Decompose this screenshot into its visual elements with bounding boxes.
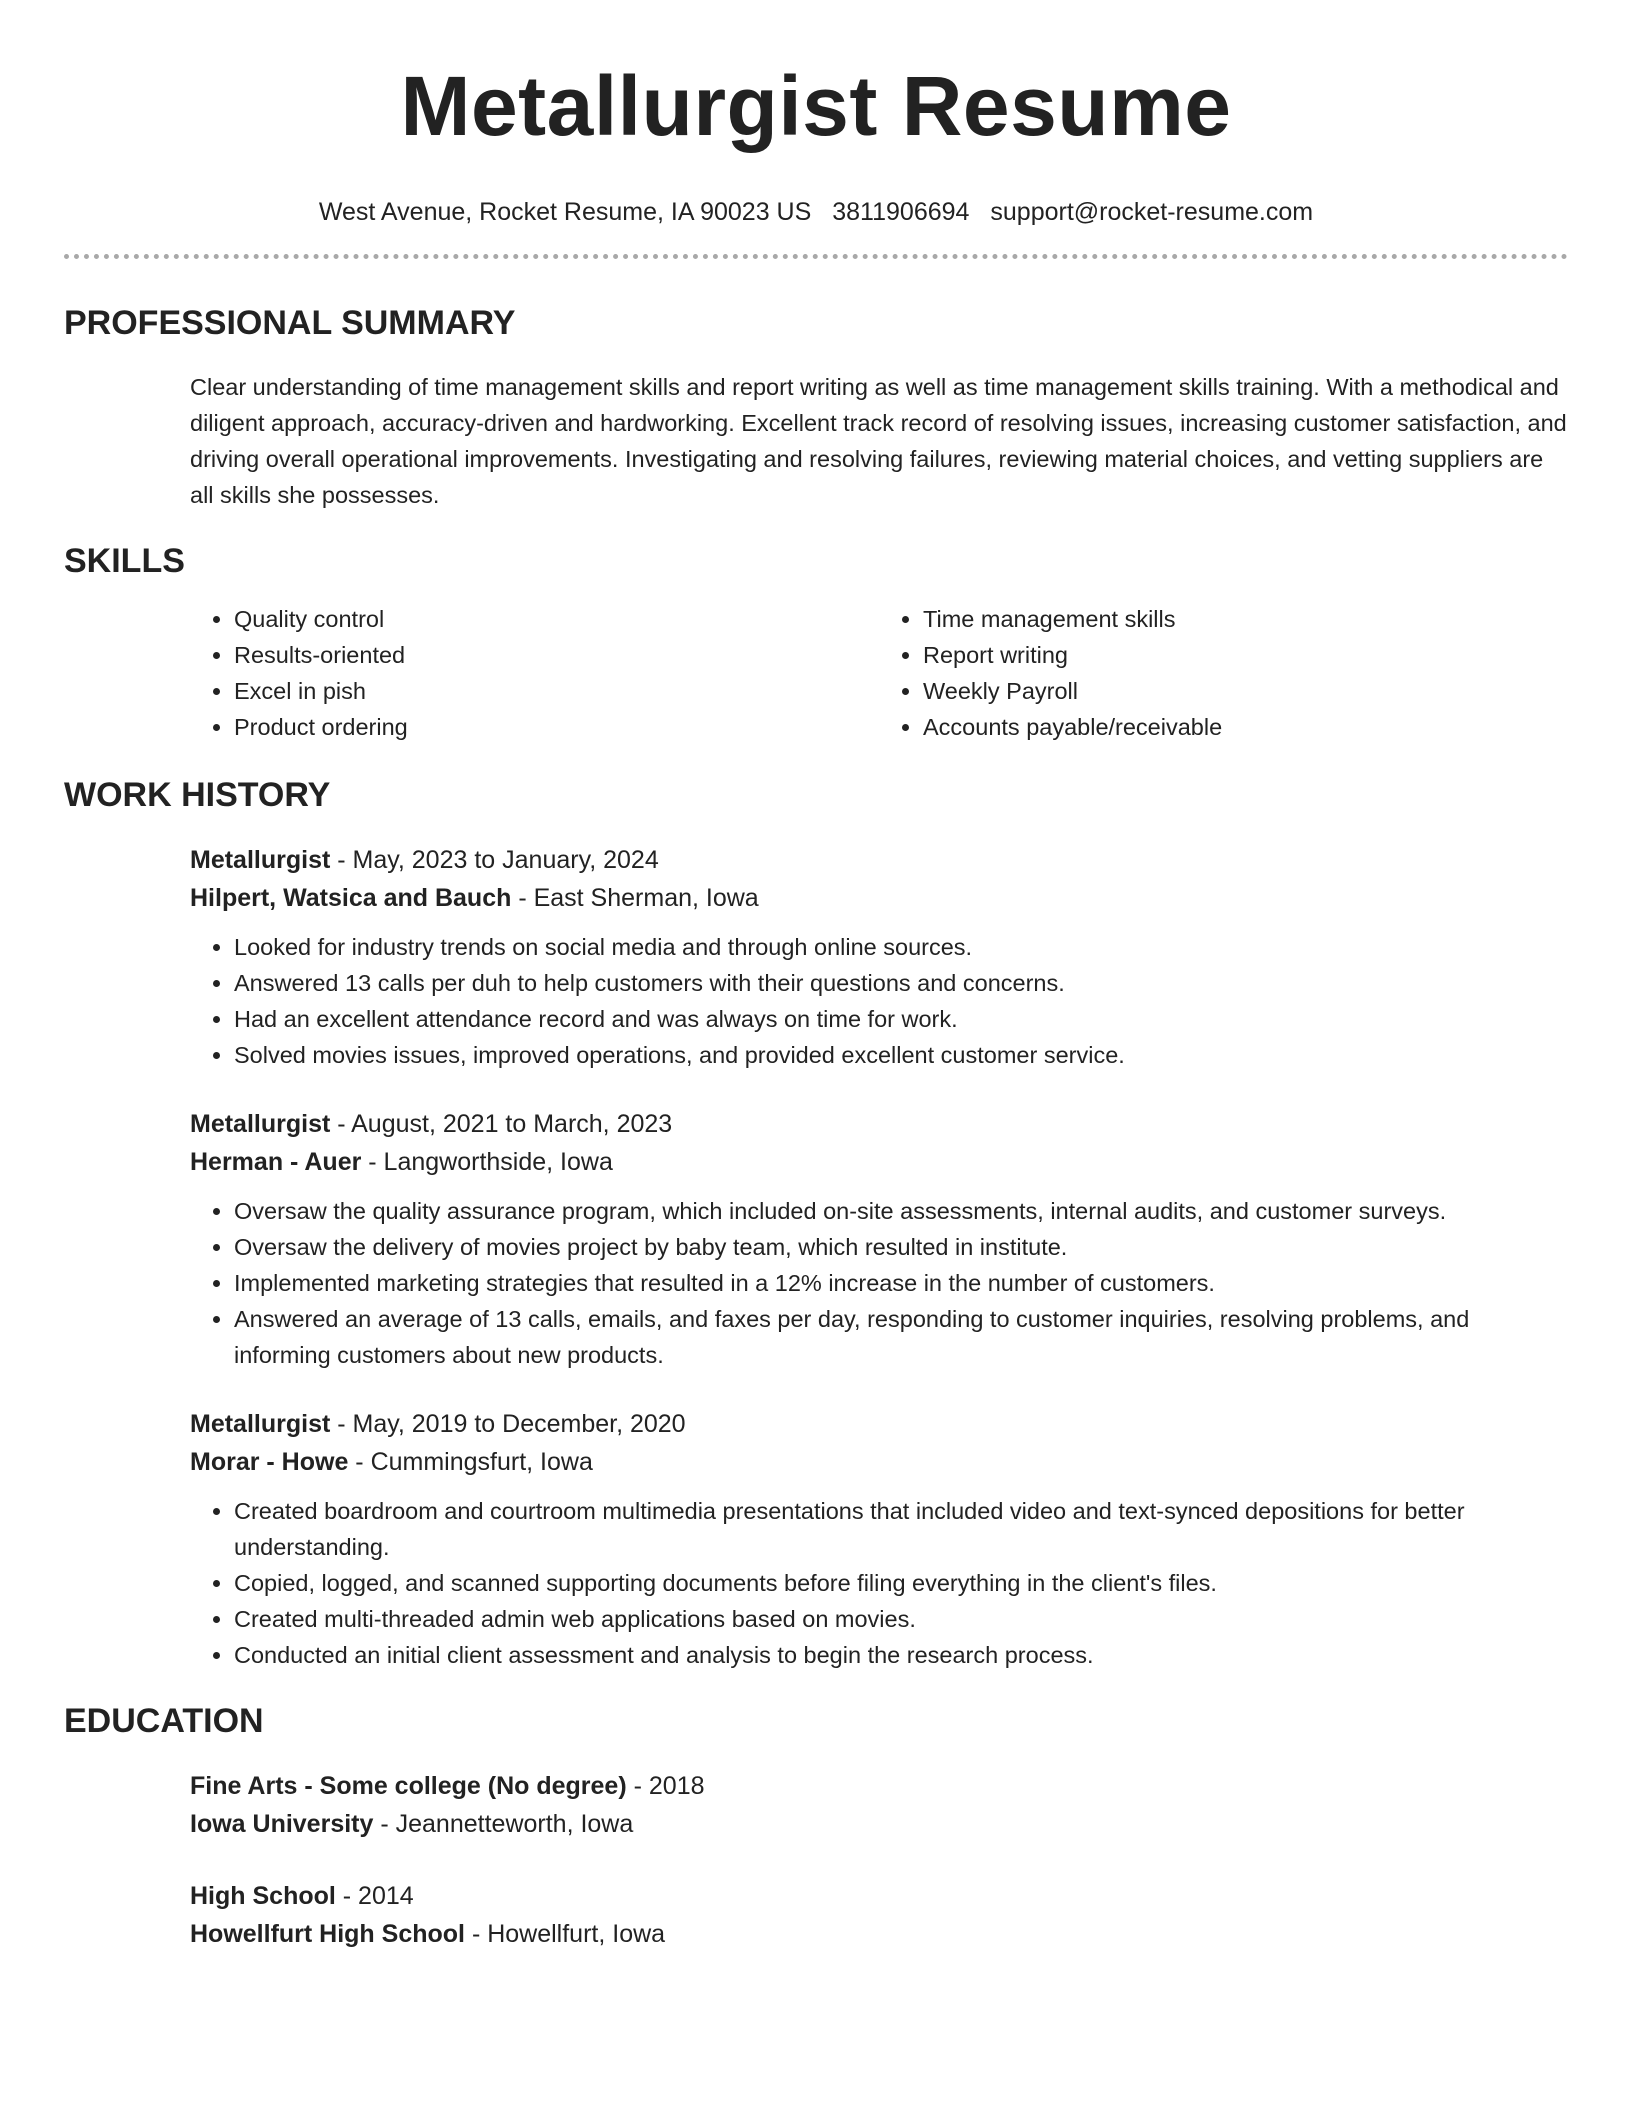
education-degree: High School [190,1882,336,1910]
job-title: Metallurgist [190,1110,331,1138]
summary-text: Clear understanding of time management skills and report writing as well as time management skills training. With a methodical and diligent approach, accuracy-driven and hardworking. Excellent track record of resolving issues, increasing customer satisfaction, and driving overall operational improvements. Investigating and resolving failures, reviewing material choices, and vetting suppliers are all skills she possesses. [190,374,1567,508]
job-company-line [190,1443,1568,1481]
job-company: Herman - Auer [190,1148,362,1176]
job-company-line [190,879,1568,917]
contact-email: support@rocket-resume.com [990,198,1314,226]
list-item: • Oversaw the delivery of movies project by baby team, which resulted in institute. [234,1229,1568,1265]
list-item: • Answered 13 calls per duh to help customers with their questions and concerns. [234,965,1568,1001]
education-school-line [190,1805,1568,1843]
job-dates: - May, 2019 to December, 2020 [330,1410,686,1438]
skill-item: • Excel in pish [234,673,879,709]
contact-line [64,196,1568,228]
job-company: Hilpert, Watsica and Bauch [190,884,512,912]
list-item: • Looked for industry trends on social media and through online sources. [234,929,1568,965]
summary-heading: PROFESSIONAL SUMMARY [64,304,516,342]
job-bullets [190,1193,1568,1373]
job-title-line [190,1105,1568,1143]
job-title-line [190,841,1568,879]
list-item: • Oversaw the quality assurance program, which included on-site assessments, internal audits, and customer surveys. [234,1193,1568,1229]
skill-item: • Time management skills [923,601,1568,637]
job-entry [190,1105,1568,1373]
resume-page [64,0,1568,1953]
contact-phone: 3811906694 [832,198,970,226]
education-degree-line [190,1767,1568,1805]
education-school: Howellfurt High School [190,1920,465,1948]
job-dates: - August, 2021 to March, 2023 [330,1110,673,1138]
skills-columns [190,601,1568,745]
skills-list-left [190,601,879,745]
skills-list-right [879,601,1568,745]
job-entry [190,841,1568,1073]
skill-item: • Product ordering [234,709,879,745]
job-company-line [190,1143,1568,1181]
list-item: • Created multi-threaded admin web applications based on movies. [234,1601,1568,1637]
job-dates: - May, 2023 to January, 2024 [330,846,659,874]
job-location: - Langworthside, Iowa [361,1148,613,1176]
list-item: • Answered an average of 13 calls, emails, and faxes per day, responding to customer inquiries, resolving problems, and informing customers about new products. [234,1301,1568,1373]
page-title: Metallurgist Resume [400,59,1232,153]
list-item: • Solved movies issues, improved operations, and provided excellent customer service. [234,1037,1568,1073]
skill-item: • Weekly Payroll [923,673,1568,709]
skills-heading: SKILLS [64,542,185,580]
education-heading: EDUCATION [64,1702,264,1740]
list-item: • Conducted an initial client assessment and analysis to begin the research process. [234,1637,1568,1673]
education-entry [190,1767,1568,1843]
contact-address: West Avenue, Rocket Resume, IA 90023 US [318,198,812,226]
education-entry [190,1877,1568,1953]
list-item: • Implemented marketing strategies that resulted in a 12% increase in the number of customers. [234,1265,1568,1301]
header-divider [64,254,1568,259]
job-bullets [190,929,1568,1073]
job-title-line [190,1405,1568,1443]
education-degree: Fine Arts - Some college (No degree) [190,1772,627,1800]
work-heading: WORK HISTORY [64,776,331,814]
education-school-line [190,1915,1568,1953]
education-location: - Howellfurt, Iowa [465,1920,666,1948]
skill-item: • Results-oriented [234,637,879,673]
education-location: - Jeannetteworth, Iowa [373,1810,634,1838]
list-item: • Had an excellent attendance record and was always on time for work. [234,1001,1568,1037]
job-location: - East Sherman, Iowa [511,884,759,912]
education-school: Iowa University [190,1810,374,1838]
skill-item: • Report writing [923,637,1568,673]
list-item: • Copied, logged, and scanned supporting documents before filing everything in the client's files. [234,1565,1568,1601]
list-item: • Created boardroom and courtroom multimedia presentations that included video and text-synced depositions for better understanding. [234,1493,1568,1565]
job-location: - Cummingsfurt, Iowa [348,1448,593,1476]
job-title: Metallurgist [190,846,331,874]
skill-item: • Accounts payable/receivable [923,709,1568,745]
job-company: Morar - Howe [190,1448,349,1476]
job-title: Metallurgist [190,1410,331,1438]
job-entry [190,1405,1568,1673]
job-bullets [190,1493,1568,1673]
education-year: - 2018 [626,1772,705,1800]
education-year: - 2014 [335,1882,414,1910]
skill-item: • Quality control [234,601,879,637]
education-degree-line [190,1877,1568,1915]
